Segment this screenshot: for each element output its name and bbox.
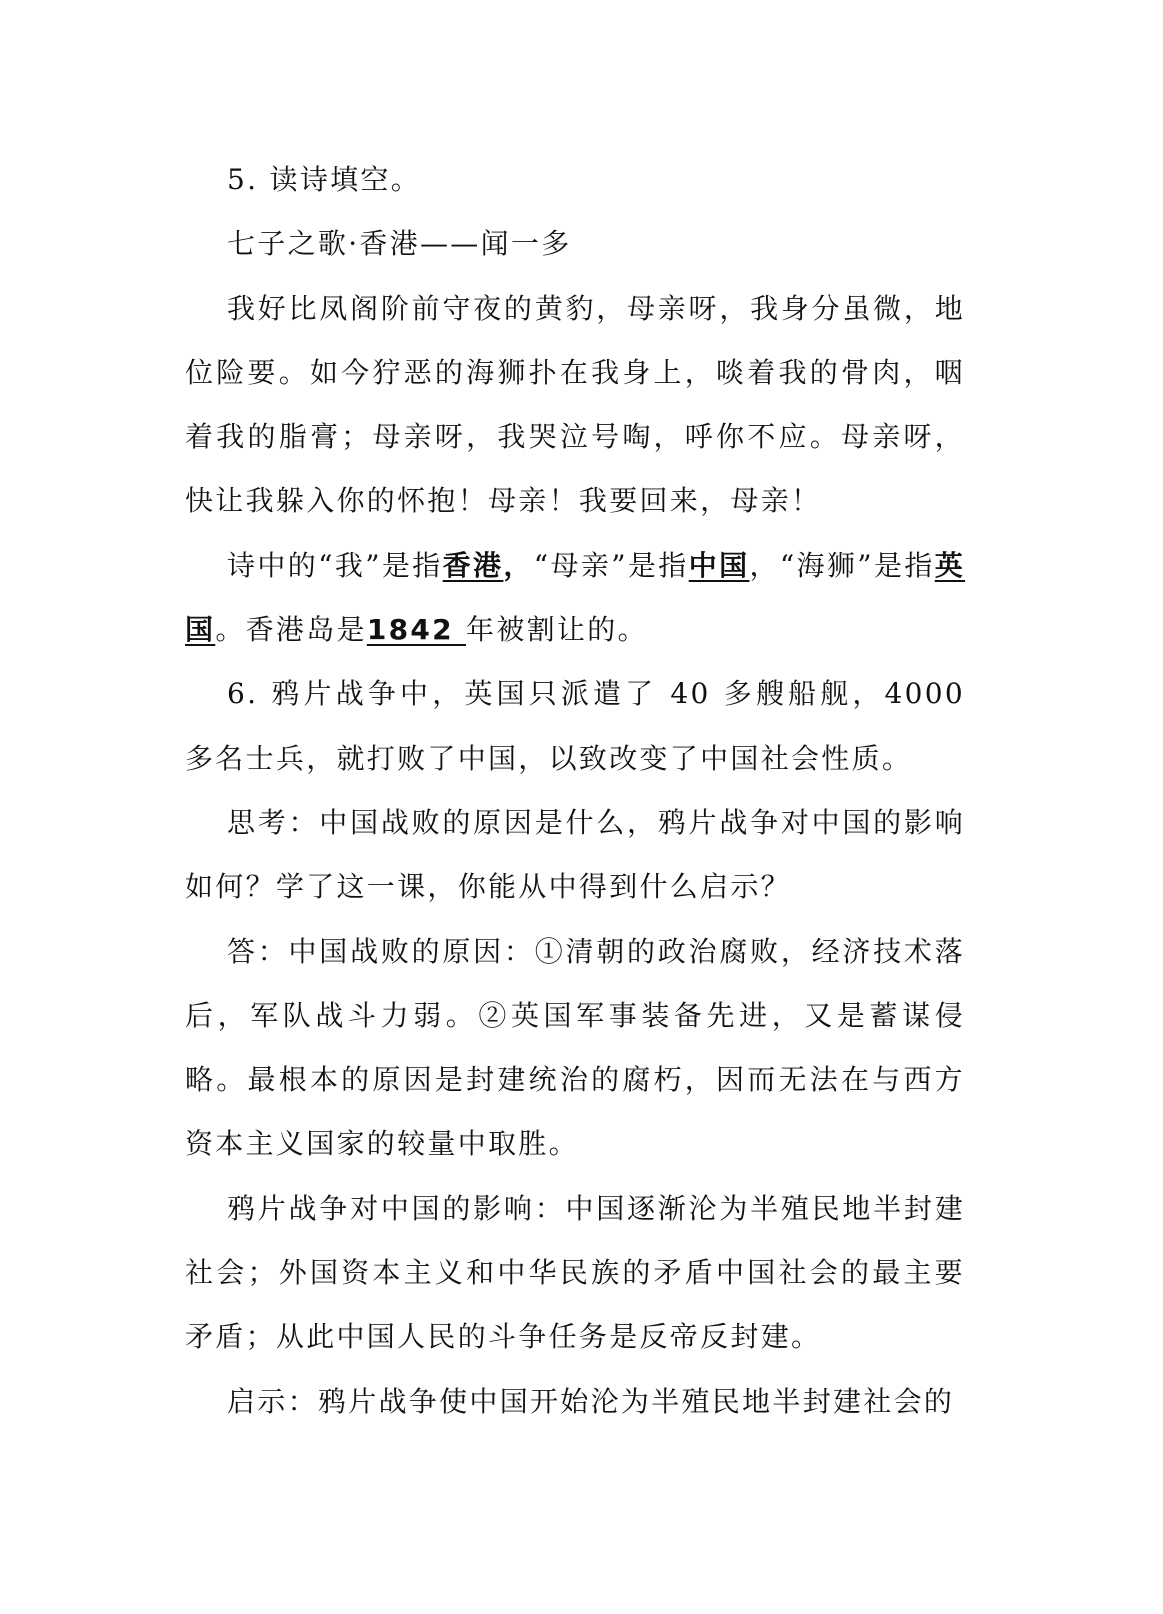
- answer-year: 1842: [366, 613, 467, 647]
- answer-hong-kong: 香港: [442, 548, 504, 582]
- answer-impact: 鸦片战争对中国的影响：中国逐渐沦为半殖民地半封建社会；外国资本主义和中华民族的矛盾中国社会的最主要矛盾；从此中国人民的斗争任务是反帝反封建。: [185, 1191, 965, 1354]
- question-5-label: 5. 读诗填空。: [227, 163, 422, 196]
- document-body: [185, 148, 965, 1434]
- answer-reasons: 答：中国战败的原因：①清朝的政治腐败，经济技术落后，军队战斗力弱。②英国军事装备先进，又是蓄谋侵略。最根本的原因是封建统治的腐朽，因而无法在与西方资本主义国家的较量中取胜。: [185, 934, 965, 1161]
- fill-text-1: 诗中的“我”是指: [227, 548, 443, 582]
- fill-text-5: 年被割让的。: [466, 613, 648, 647]
- answer-insight: 启示：鸦片战争使中国开始沦为半殖民地半封建社会的: [227, 1384, 955, 1418]
- question-6-label: 6. 鸦片战争中，英国只派遣了 40 多艘船舰，4000 多名士兵，就打败了中国，以致改变了中国社会性质。: [185, 677, 965, 775]
- fill-text-3: ，“海狮”是指: [749, 548, 935, 582]
- answer-britain: 英国: [185, 548, 966, 647]
- poem-title: 七子之歌·香港——闻一多: [227, 227, 572, 261]
- answer-comma: ，: [503, 548, 534, 582]
- answer-china: 中国: [688, 548, 750, 582]
- poem-body: 我好比凤阁阶前守夜的黄豹，母亲呀，我身分虽微，地位险要。如今狞恶的海狮扑在我身上，啖着我的骨肉，咽着我的脂膏；母亲呀，我哭泣号啕，呼你不应。母亲呀，快让我躲入你的怀抱！母亲！我要回来，母亲！: [185, 291, 965, 518]
- fill-in-sentence: [185, 534, 965, 663]
- fill-text-2: “母亲”是指: [533, 548, 689, 582]
- question-6-prompt: 思考：中国战败的原因是什么，鸦片战争对中国的影响如何？学了这一课，你能从中得到什么启示？: [185, 805, 965, 904]
- fill-text-4: 。香港岛是: [215, 613, 367, 647]
